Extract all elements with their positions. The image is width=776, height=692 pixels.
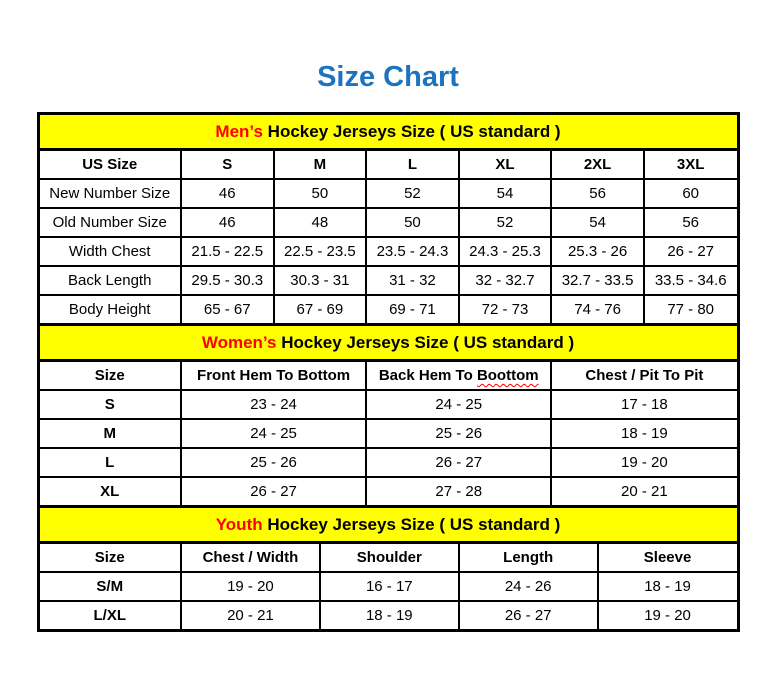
womens-row-label: L (40, 448, 181, 477)
mens-col-header-0: US Size (40, 151, 181, 179)
misspelled-word: Boottom (476, 367, 539, 384)
mens-value-cell: 67 - 69 (274, 295, 367, 323)
mens-value-cell: 52 (366, 179, 459, 208)
size-chart-table-frame (37, 112, 740, 632)
youth-row-label: S/M (40, 572, 181, 601)
mens-value-cell: 30.3 - 31 (274, 266, 367, 295)
womens-value-cell: 25 - 26 (181, 448, 366, 477)
mens-value-cell: 56 (644, 208, 737, 237)
womens-col-header-2 (366, 362, 551, 390)
page-title: Size Chart (317, 61, 459, 93)
mens-row-label: Old Number Size (40, 208, 181, 237)
mens-table (40, 151, 737, 323)
womens-row-label: M (40, 419, 181, 448)
youth-band-highlight: Youth (215, 515, 263, 534)
mens-value-cell: 25.3 - 26 (551, 237, 644, 266)
womens-value-cell: 26 - 27 (366, 448, 551, 477)
womens-value-cell: 20 - 21 (551, 477, 736, 505)
mens-value-cell: 60 (644, 179, 737, 208)
section-mens (40, 115, 737, 323)
mens-value-cell: 52 (459, 208, 552, 237)
mens-value-cell: 31 - 32 (366, 266, 459, 295)
youth-col-header-3: Length (459, 544, 598, 572)
mens-col-header-5: 2XL (551, 151, 644, 179)
womens-row-label: XL (40, 477, 181, 505)
womens-row-0 (40, 390, 737, 419)
womens-band-highlight: Women’s (201, 333, 277, 352)
youth-col-header-2: Shoulder (320, 544, 459, 572)
youth-value-cell: 19 - 20 (598, 601, 737, 629)
section-womens (40, 323, 737, 505)
mens-col-header-1: S (181, 151, 274, 179)
mens-col-header-6: 3XL (644, 151, 737, 179)
youth-value-cell: 24 - 26 (459, 572, 598, 601)
womens-value-cell: 17 - 18 (551, 390, 736, 419)
mens-value-cell: 69 - 71 (366, 295, 459, 323)
mens-header-row (40, 151, 737, 179)
header-label-text: Back Hem To (378, 367, 477, 384)
womens-table (40, 362, 737, 505)
mens-value-cell: 23.5 - 24.3 (366, 237, 459, 266)
mens-value-cell: 72 - 73 (459, 295, 552, 323)
mens-section-header (40, 115, 737, 151)
youth-row-0 (40, 572, 737, 601)
mens-row-0 (40, 179, 737, 208)
mens-value-cell: 74 - 76 (551, 295, 644, 323)
section-youth (40, 505, 737, 629)
womens-value-cell: 23 - 24 (181, 390, 366, 419)
mens-value-cell: 54 (551, 208, 644, 237)
mens-value-cell: 32.7 - 33.5 (551, 266, 644, 295)
mens-value-cell: 26 - 27 (644, 237, 737, 266)
womens-band-text: Hockey Jerseys Size ( US standard ) (276, 333, 575, 352)
womens-row-3 (40, 477, 737, 505)
youth-value-cell: 18 - 19 (598, 572, 737, 601)
mens-value-cell: 21.5 - 22.5 (181, 237, 274, 266)
mens-value-cell: 54 (459, 179, 552, 208)
womens-header-row (40, 362, 737, 390)
mens-value-cell: 29.5 - 30.3 (181, 266, 274, 295)
mens-value-cell: 50 (366, 208, 459, 237)
womens-row-1 (40, 419, 737, 448)
youth-col-header-1: Chest / Width (181, 544, 320, 572)
mens-value-cell: 46 (181, 179, 274, 208)
womens-section-header (40, 323, 737, 362)
youth-band-text: Hockey Jerseys Size ( US standard ) (262, 515, 561, 534)
womens-value-cell: 25 - 26 (366, 419, 551, 448)
mens-row-label: Back Length (40, 266, 181, 295)
youth-row-label: L/XL (40, 601, 181, 629)
mens-col-header-3: L (366, 151, 459, 179)
youth-col-header-4: Sleeve (598, 544, 737, 572)
mens-value-cell: 22.5 - 23.5 (274, 237, 367, 266)
mens-band-text: Hockey Jerseys Size ( US standard ) (262, 122, 561, 141)
mens-value-cell: 48 (274, 208, 367, 237)
mens-value-cell: 24.3 - 25.3 (459, 237, 552, 266)
womens-value-cell: 26 - 27 (181, 477, 366, 505)
youth-row-1 (40, 601, 737, 629)
mens-value-cell: 32 - 32.7 (459, 266, 552, 295)
youth-value-cell: 20 - 21 (181, 601, 320, 629)
mens-value-cell: 77 - 80 (644, 295, 737, 323)
youth-section-header (40, 505, 737, 544)
mens-row-3 (40, 266, 737, 295)
womens-value-cell: 24 - 25 (366, 390, 551, 419)
womens-value-cell: 18 - 19 (551, 419, 736, 448)
womens-value-cell: 24 - 25 (181, 419, 366, 448)
womens-value-cell: 19 - 20 (551, 448, 736, 477)
mens-value-cell: 65 - 67 (181, 295, 274, 323)
mens-row-4 (40, 295, 737, 323)
mens-row-1 (40, 208, 737, 237)
youth-value-cell: 16 - 17 (320, 572, 459, 601)
youth-value-cell: 19 - 20 (181, 572, 320, 601)
mens-col-header-4: XL (459, 151, 552, 179)
womens-col-header-0: Size (40, 362, 181, 390)
mens-row-label: Body Height (40, 295, 181, 323)
mens-band-highlight: Men’s (215, 122, 263, 141)
womens-col-header-1: Front Hem To Bottom (181, 362, 366, 390)
womens-row-2 (40, 448, 737, 477)
youth-value-cell: 26 - 27 (459, 601, 598, 629)
womens-row-label: S (40, 390, 181, 419)
mens-col-header-2: M (274, 151, 367, 179)
mens-row-2 (40, 237, 737, 266)
womens-col-header-3: Chest / Pit To Pit (551, 362, 736, 390)
youth-col-header-0: Size (40, 544, 181, 572)
womens-value-cell: 27 - 28 (366, 477, 551, 505)
mens-row-label: New Number Size (40, 179, 181, 208)
youth-value-cell: 18 - 19 (320, 601, 459, 629)
mens-value-cell: 56 (551, 179, 644, 208)
mens-value-cell: 50 (274, 179, 367, 208)
mens-value-cell: 46 (181, 208, 274, 237)
youth-table (40, 544, 737, 629)
youth-header-row (40, 544, 737, 572)
mens-row-label: Width Chest (40, 237, 181, 266)
mens-value-cell: 33.5 - 34.6 (644, 266, 737, 295)
